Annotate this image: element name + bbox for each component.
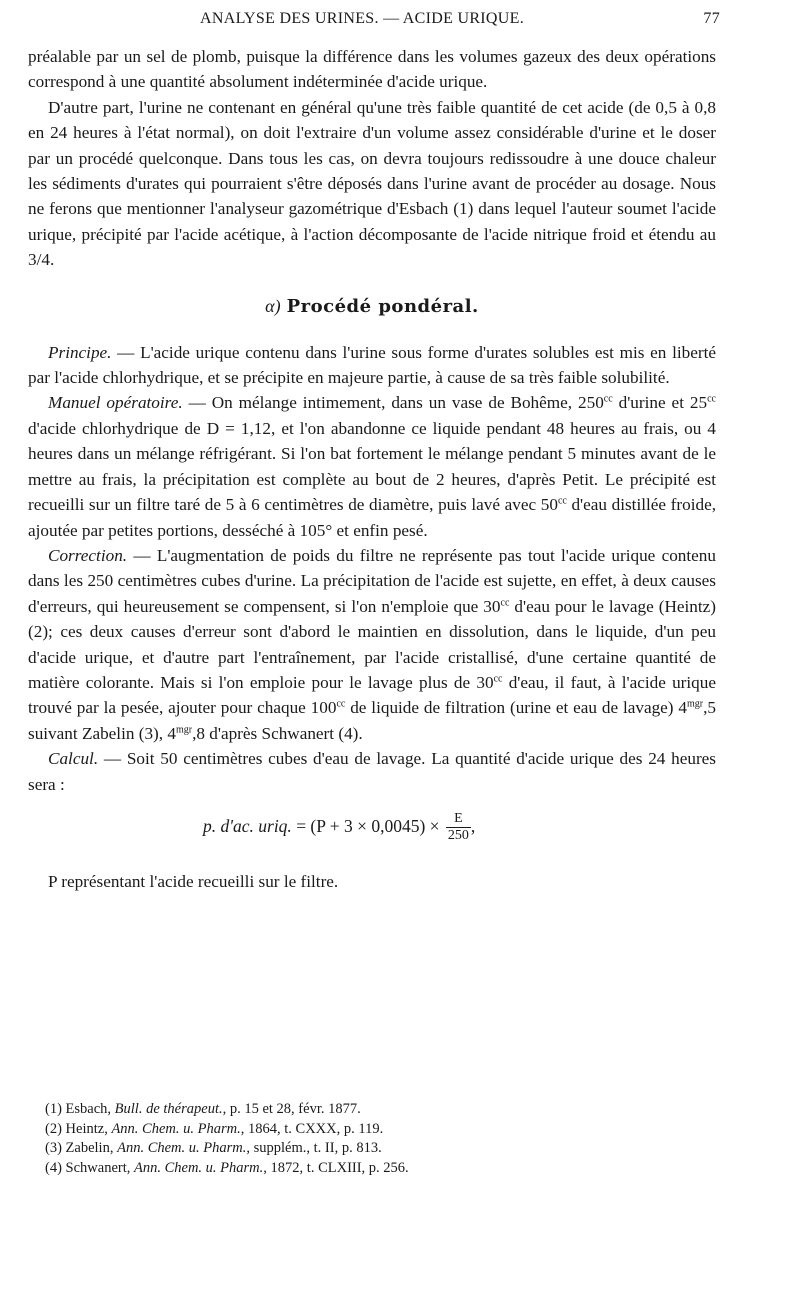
- unit-cc: cc: [707, 393, 716, 405]
- correction-text-3: d'eau, il faut, à l'acide urique trouvé par la pesée, ajouter pour chaque 100: [28, 672, 716, 718]
- formula-fraction: [446, 811, 471, 844]
- footnote-author: Esbach,: [61, 1101, 115, 1117]
- correction-label: Correction.: [48, 545, 128, 565]
- footnote: [45, 1139, 715, 1159]
- correction-text-2: d'eau pour le lavage (Heintz) (2); ces deux causes d'erreur sont d'abord le maintien en dissolution, dans le liquide, d'un peu d'acide urique, et d'autre part l'entraînement, par l'acide cristallisé, d'une certaine quantité de matière colorante. Mais si l'on emploie pour le lavage plus de 30: [28, 596, 717, 692]
- principe-label: Principe.: [48, 342, 112, 362]
- unit-mgr: mgr: [175, 724, 193, 736]
- section-title: Procédé pondéral.: [286, 295, 479, 317]
- footnote-author: Schwanert,: [61, 1159, 134, 1176]
- unit-cc: cc: [500, 596, 510, 608]
- unit-cc: cc: [557, 495, 567, 507]
- correction-text-1: — L'augmentation de poids du filtre ne représente pas tout l'acide urique contenu dans les 250 centimètres cubes d'urine. La précipitation de l'acide est sujette, en effet, à deux causes d'erreurs, qui heureusement se compensent, si l'on n'emploie que 30: [28, 545, 716, 616]
- principe-paragraph: [28, 340, 716, 391]
- manuel-text-1: — On mélange intimement, dans un vase de Bohême, 250: [182, 393, 604, 413]
- formula: [28, 811, 716, 851]
- footnote-journal: Ann. Chem. u. Pharm.: [117, 1140, 247, 1156]
- unit-cc: cc: [493, 673, 503, 685]
- correction-paragraph: [28, 543, 716, 746]
- manuel-text-4: d'eau distillée froide, ajoutée par petites portions, desséché à 105° et enfin pesé.: [28, 495, 717, 540]
- correction-text-4: de liquide de filtration (urine et eau de lavage) 4: [345, 698, 687, 718]
- principe-text: — L'acide urique contenu dans l'urine sous forme d'urates solubles est mis en liberté par l'acide chlorhydrique, et se précipite en majeure partie, à cause de sa très faible solubilité.: [28, 342, 716, 388]
- footnote-number: (2): [45, 1120, 62, 1137]
- footnote-journal: Ann. Chem. u. Pharm.: [134, 1159, 264, 1176]
- footnote-ref: , 1872, t. CLXIII, p. 256.: [263, 1159, 409, 1176]
- footnote: [45, 1120, 715, 1140]
- footnote: [45, 1100, 715, 1120]
- running-title: ANALYSE DES URINES. — ACIDE URIQUE.: [200, 10, 525, 27]
- footnote: [45, 1159, 715, 1179]
- correction-text-5: ,5 suivant Zabelin (3), 4: [28, 698, 716, 743]
- fraction-denominator: 250: [447, 828, 469, 844]
- formula-rhs: = (P + 3 × 0,0045) ×: [291, 815, 444, 836]
- footnote-number: (4): [45, 1159, 62, 1176]
- manuel-paragraph: [28, 390, 716, 542]
- footnote-journal: Ann. Chem. u. Pharm.: [111, 1120, 241, 1137]
- unit-mgr: mgr: [687, 698, 704, 710]
- footnote-number: (3): [45, 1140, 62, 1156]
- footnote-ref: , 1864, t. CXXX, p. 119.: [240, 1120, 384, 1137]
- footnote-ref: , supplém., t. II, p. 813.: [246, 1140, 382, 1156]
- manuel-text-2: d'urine et 25: [612, 393, 708, 413]
- manuel-label: Manuel opératoire.: [48, 393, 183, 413]
- footnote-author: Zabelin,: [61, 1140, 118, 1156]
- footnote-number: (1): [45, 1101, 62, 1117]
- section-heading: [28, 293, 716, 320]
- calcul-text: — Soit 50 centimètres cubes d'eau de lavage. La quantité d'acide urique des 24 heures sera :: [28, 749, 716, 794]
- intro-paragraph-2: D'autre part, l'urine ne contenant en général qu'une très faible quantité de cet acide (de 0,5 à 0,8 en 24 heures à l'état normal), on doit l'extraire d'un volume assez considérable d'urine et le doser par un procédé quelconque. Dans tous les cas, on devra toujours redissoudre à une douce chaleur les sédiments d'urates qui pourraient s'être déposés dans l'urine avant de procéder au dosage. Nous ne ferons que mentionner l'analyseur gazométrique d'Esbach (1) dans lequel l'auteur soumet l'acide urique, précipité par l'acide acétique, à l'action décomposante de l'acide nitrique froid et étendu au 3/4.: [28, 97, 716, 270]
- formula-lhs: p. d'ac. uriq.: [203, 815, 292, 836]
- page-number: 77: [703, 10, 720, 27]
- body-text: [28, 44, 716, 894]
- page-header: [40, 10, 720, 32]
- unit-cc: cc: [603, 393, 613, 405]
- fraction-numerator: E: [446, 811, 471, 828]
- closing-paragraph: P représentant l'acide recueilli sur le filtre.: [48, 871, 339, 891]
- section-marker: α): [265, 295, 281, 316]
- manuel-text-3: d'acide chlorhydrique de D = 1,12, et l'on abandonne ce liquide pendant 48 heures au frais, ou 4 heures dans un mélange réfrigérant. Si l'on bat fortement le mélange pendant 5 minutes avant de le mettre au frais, la précipitation est complète au bout de 2 heures, d'après Petit. Le précipité est recueilli sur un filtre taré de 5 à 6 centimètres de diamètre, puis lavé avec 50: [28, 418, 716, 515]
- unit-cc: cc: [336, 698, 346, 710]
- footnotes: [45, 1100, 715, 1178]
- formula-trail: ,: [470, 815, 476, 836]
- intro-paragraph-1: préalable par un sel de plomb, puisque la différence dans les volumes gazeux des deux opérations correspond à une quantité absolument indéterminée d'acide urique.: [28, 47, 716, 92]
- footnote-author: Heintz,: [61, 1120, 112, 1137]
- calcul-paragraph: [28, 746, 716, 797]
- correction-text-6: ,8 d'après Schwanert (4).: [192, 723, 363, 743]
- footnote-ref: , p. 15 et 28, févr. 1877.: [222, 1101, 361, 1117]
- footnote-journal: Bull. de thérapeut.: [114, 1101, 223, 1117]
- calcul-label: Calcul.: [48, 749, 99, 769]
